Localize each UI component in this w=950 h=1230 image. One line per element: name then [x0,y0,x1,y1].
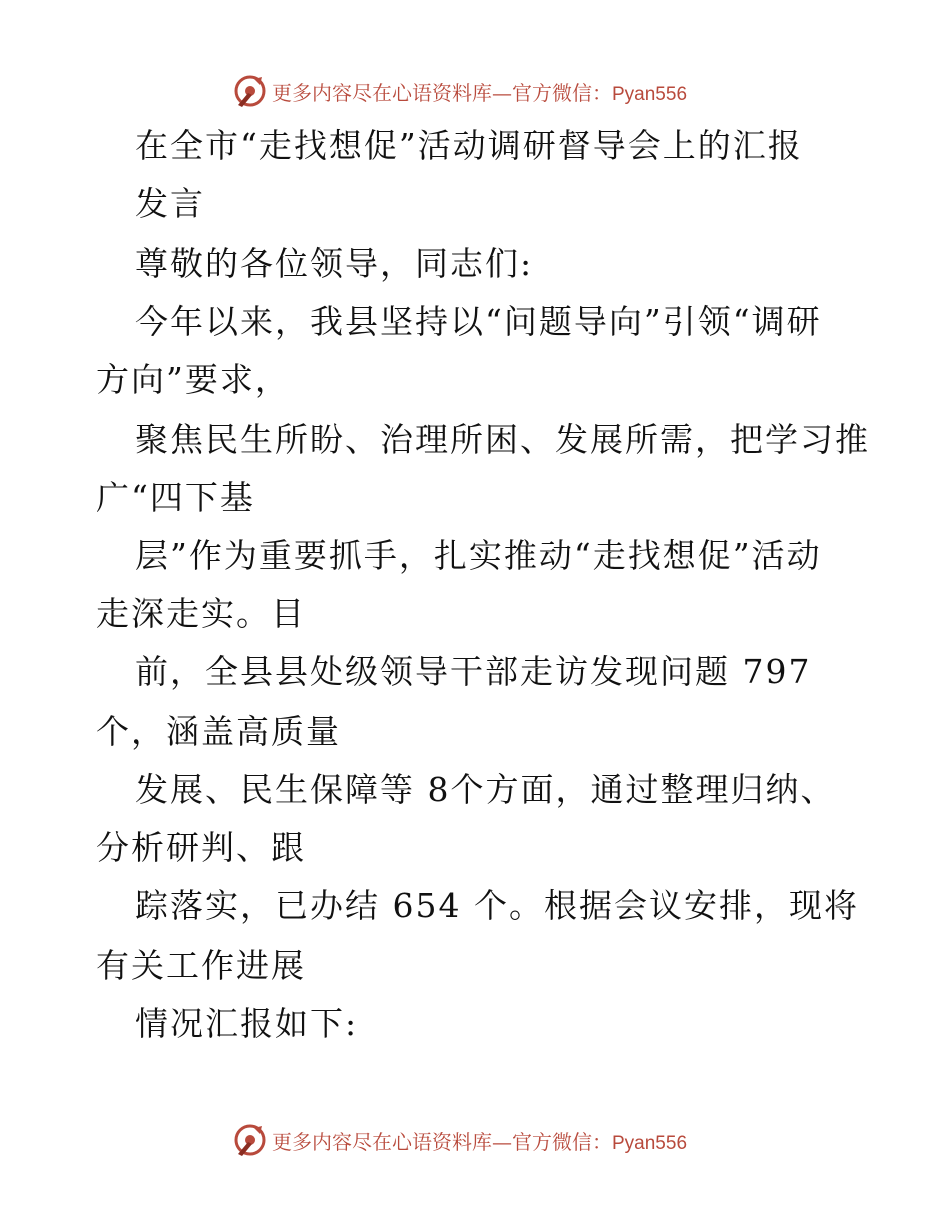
banner-slogan: 更多内容尽在心语资料库 [272,1129,492,1154]
body-line: 今年以来，我县坚持以“问题导向”引领“调研 [135,302,822,341]
body-line: 前，全县县处级领导干部走访发现问题 797 [135,652,812,691]
body-line: 走深走实。目 [96,594,306,633]
banner-wechat-id: Pyan556 [612,83,688,105]
body-line: 层”作为重要抓手，扎实推动“走找想促”活动 [135,536,822,575]
body-line: 情况汇报如下: [135,1004,359,1043]
body-line: 分析研判、跟 [96,828,306,867]
banner-dash: — [492,80,512,105]
pen-circle-logo-icon [232,1122,268,1158]
salutation: 尊敬的各位领导，同志们: [135,244,534,283]
body-line: 聚焦民生所盼、治理所困、发展所需，把学习推 [135,420,870,459]
title-line-1: 在全市“走找想促”活动调研督导会上的汇报 [135,126,803,165]
title-line-2: 发言 [135,184,205,223]
banner-wechat-id: Pyan556 [612,1132,688,1154]
footer-banner [232,1120,687,1160]
header-banner [232,71,687,111]
body-line: 个，涵盖高质量 [96,712,341,751]
banner-slogan: 更多内容尽在心语资料库 [272,80,492,105]
body-line: 发展、民生保障等 8个方面，通过整理归纳、 [135,770,836,809]
body-line: 有关工作进展 [96,946,306,985]
body-line: 方向”要求， [96,360,290,399]
banner-dash: — [492,1129,512,1154]
banner-text [272,77,687,106]
body-line: 广“四下基 [96,478,255,517]
banner-wechat-label: 官方微信： [512,1129,612,1154]
body-line: 踪落实，已办结 654 个。根据会议安排，现将 [135,886,859,925]
banner-text [272,1126,687,1155]
banner-wechat-label: 官方微信： [512,80,612,105]
pen-circle-logo-icon [232,73,268,109]
